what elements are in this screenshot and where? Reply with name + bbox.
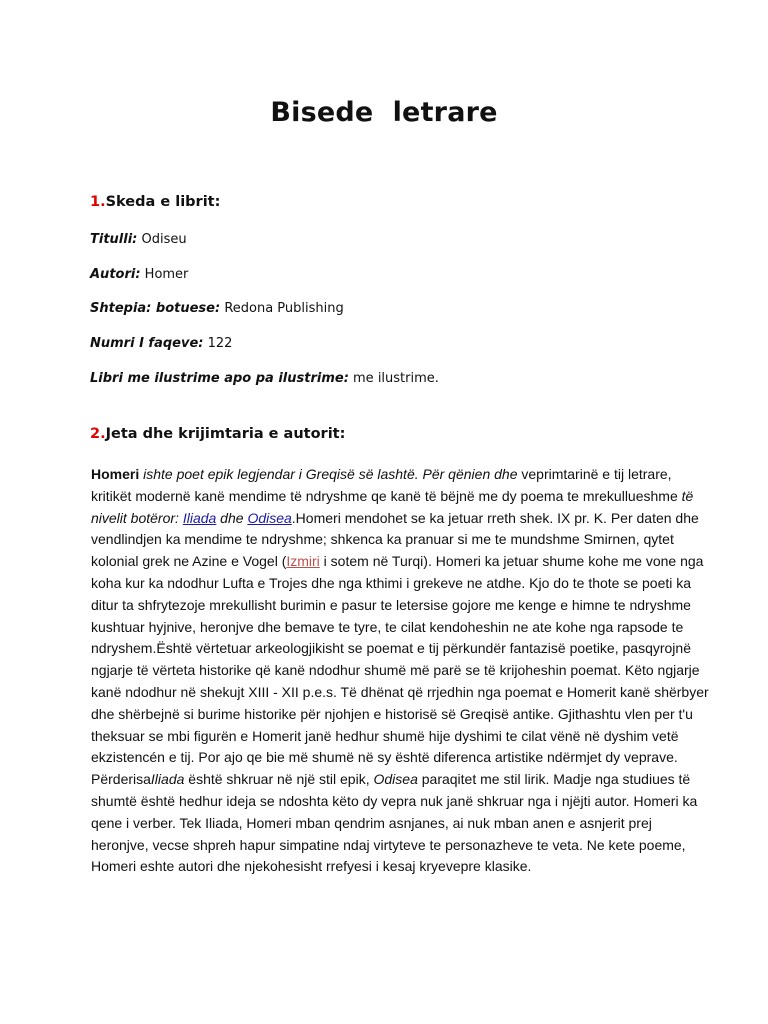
text-line: qene i verber. Tek Iliada, Homeri mban qendrim asnjanes, ai nuk mban anen e asnjerit prej [91,814,652,831]
text-line [91,551,704,573]
text-line: ditur ta shfrytezoje mrekullisht burimin e pasur te letersise gojore me kenge e himne te ndryshme [91,596,691,613]
author-biography-text [91,464,709,878]
text-span: paraqitet me stil lirik. Madje nga studiues të [417,771,691,788]
text-line [91,464,681,486]
text-italic: nivelit botëror: [91,509,179,526]
text-italic: të [681,487,694,504]
text-span: i sotem në Turqi). Homeri ka jetuar shume kohe me vone nga [319,553,704,570]
field-title [90,232,187,247]
text-italic: Odisea [373,771,418,788]
field-value: 122 [203,336,233,351]
text-line: ndryshem.Është vërtetuar arkeologjikisht se poemat e tij përkundër fantazisë poetike, pasqyrojnë [91,640,691,657]
section-heading-book-card [90,194,220,210]
field-label: Shtepia: botuese: [90,301,221,316]
link-odisea[interactable]: Odisea [247,509,292,526]
text-span: .Homeri mendohet se ka jetuar rreth shek. IX pr. K. Per daten dhe [291,509,699,526]
text-line: theksuar se mbi figurën e Homerit janë hedhur shumë hije dyshimi te cilat vënë në dyshim vetë [91,727,679,744]
link-iliada[interactable]: Iliada [182,509,217,526]
text-line: dhe shërbejnë si burime historike për njohjen e historisë së Greqisë antike. Gjithashtu vlen per t'u [91,705,693,722]
text-span: është shkruar në një stil epik, [184,771,374,788]
text-line: ekzistencén e tij. Por ajo qe bie më shumë në sy është diferenca artistike ndërmjet dy veprave. [91,749,678,766]
text-line: vendlindjen ka mendime te ndryshme; shkenca ka pranuar si me te mundshme Smirnen, qytet [91,531,674,548]
text-line: heronjve, vecse shpreh hapur simpatine ndaj virtyteve te personazheve te veta. Ne kete poeme, [91,836,686,853]
text-line: Homeri eshte autori dhe njekohesisht rrefyesi i kesaj kryevepre klasike. [91,858,532,875]
author-name: Homeri [91,466,140,482]
text-span: kolonial grek ne Azine e Vogel ( [91,553,287,570]
text-span: Përderisa [91,771,151,788]
document-title: Bisede letrare [270,97,498,128]
text-span: veprimtarinë e tij letrare, [517,466,672,482]
field-label: Numri I faqeve: [90,336,204,351]
field-value: Odiseu [137,232,187,247]
section-heading-author-life [90,426,345,442]
text-line [91,508,699,530]
field-value: Homer [140,267,189,282]
field-label: Libri me ilustrime apo pa ilustrime: [90,371,349,386]
field-illustrations [90,371,439,386]
text-italic: legjendar i Greqisë së lashtë. Për qënien dhe [233,466,518,482]
field-label: Autori: [90,267,141,282]
text-italic: Iliada [150,771,185,788]
section-label: Skeda e librit: [105,194,221,210]
field-value: me ilustrime. [348,371,439,386]
field-author [90,267,188,282]
text-span: kritikët modernë kanë mendime të ndryshme qe kanë të bëjnë me dy poema te mrekullueshme [91,487,682,504]
text-line [91,486,694,508]
field-publisher [90,301,344,316]
link-izmiri[interactable]: Izmiri [286,553,320,570]
text-line: shumtë është hedhur ideja se ndoshta këto dy vepra nuk janë shkruar nga i njëjti autor. Homeri ka [91,792,698,809]
text-line: ngjarje të vërteta historike që kanë ndodhur shumë më parë se të krijoheshin poemat. Këto ngjarje [91,662,700,679]
text-italic: dhe [216,509,248,526]
section-number: 2. [90,426,106,442]
text-line: koha kur ka ndodhur Lufta e Trojes dhe nga kthimi i grekeve ne atdhe. Kjo do te thote se poeti ka [91,574,692,591]
field-page-count [90,336,232,351]
section-label: Jeta dhe krijimtaria e autorit: [105,426,346,442]
section-number: 1. [90,194,106,210]
text-line [91,769,691,791]
field-label: Titulli: [90,232,138,247]
text-line: kanë ndodhur në shekujt XIII - XII p.e.s. Të dhënat që rrjedhin nga poemat e Homerit kanë shërbyer [91,683,709,700]
field-value: Redona Publishing [220,301,344,316]
text-line: kushtuar hyjnive, heronjve dhe bemave te tyre, te cilat kendoheshin ne ate kohe nga rapsode te [91,618,684,635]
text-italic: ishte poet epik [139,466,234,482]
